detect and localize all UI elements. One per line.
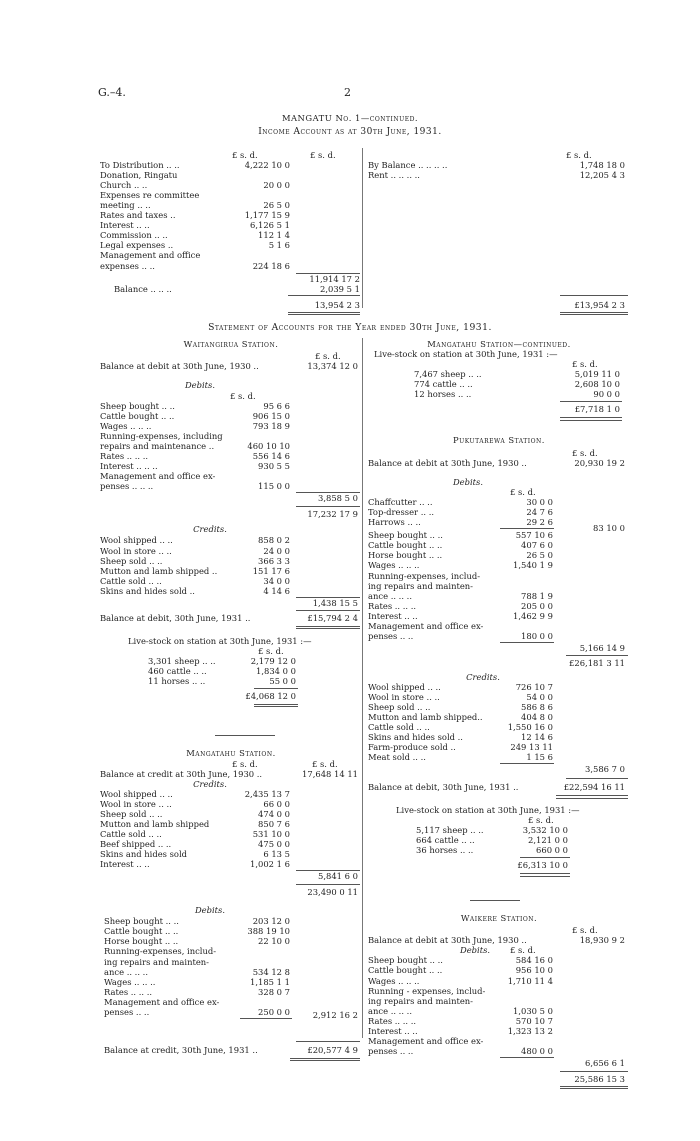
credit-row-label: Meat sold .. .. — [368, 752, 426, 763]
credit-row-amount: 6 13 5 — [263, 849, 290, 860]
debit-row-label: ing repairs and mainten- — [368, 995, 474, 1006]
credit-row-label: Wool shipped .. .. — [368, 681, 441, 692]
income-row-amount: 6,126 5 1 — [250, 220, 290, 231]
debit-row-amount: 480 0 0 — [521, 1045, 553, 1056]
credit-row-label: Skins and hides sold .. — [100, 585, 195, 596]
statement-title: Statement of Accounts for the Year ended 30th June, 1931. — [208, 322, 492, 333]
livestock-title: Live-stock on station at 30th June, 1931 :— — [128, 635, 312, 646]
debit-row-label: Management and office ex- — [368, 620, 484, 631]
debit-row-amount: 115 0 0 — [258, 481, 290, 492]
total-rule — [560, 1071, 628, 1072]
debit-row-label: Sheep bought .. .. — [104, 916, 179, 927]
income-right-row-label: Rent .. .. .. .. — [368, 170, 420, 181]
debit-row-amount: 788 1 9 — [521, 590, 553, 601]
debits-title: Debits. — [452, 477, 484, 488]
currency-head: £ s. d. — [258, 645, 284, 656]
livestock-row-label: 5,117 sheep .. .. — [416, 825, 484, 836]
debit-row-label: ance .. .. .. — [104, 966, 148, 977]
debit-row-amount: 328 0 7 — [258, 986, 290, 997]
debit-row-label: Rates .. .. .. — [100, 451, 149, 462]
debit-row-amount: 1,030 5 0 — [513, 1005, 553, 1016]
debit-row-amount: 956 10 0 — [515, 965, 553, 976]
total-double-rule — [296, 626, 360, 630]
credit-row-label: Cattle sold .. .. — [100, 829, 162, 840]
credit-row-amount: 2,435 13 7 — [244, 788, 290, 799]
implement-row-label: Top-dresser .. .. — [368, 507, 435, 518]
debit-row-label: Wages .. .. .. — [368, 975, 420, 986]
debit-row-amount: 205 0 0 — [521, 600, 553, 611]
livestock-row-amount: 5,019 11 0 — [574, 369, 620, 379]
debit-row-amount: 203 12 0 — [252, 916, 290, 927]
balance-close-label: Balance at credit, 30th June, 1931 .. — [104, 1044, 258, 1055]
debits-title: Debits. — [460, 945, 491, 956]
debit-row-label: Management and office ex- — [100, 471, 216, 482]
page-number: 2 — [344, 86, 351, 99]
credit-row-label: Cattle sold .. .. — [100, 575, 162, 586]
implement-row-amount: 24 7 6 — [526, 507, 553, 518]
credit-row-amount: 475 0 0 — [258, 839, 290, 850]
debit-row-label: penses .. .. — [104, 1006, 150, 1017]
income-row-label: Church .. .. — [100, 180, 148, 191]
mangatahu-title: Mangatahu Station. — [186, 747, 276, 758]
total-rule — [296, 610, 360, 611]
balance-open-label: Balance at credit at 30th June, 1930 .. — [100, 768, 263, 779]
credit-row-amount: 366 3 3 — [258, 555, 290, 566]
debit-row-amount: 250 0 0 — [258, 1006, 290, 1017]
currency-head: £ s. d. — [232, 150, 258, 160]
income-right-row-label: By Balance .. .. .. .. — [368, 160, 448, 170]
credit-row-amount: 4 14 6 — [263, 585, 290, 596]
subtotal-rule — [296, 884, 360, 885]
pukutarewa-title: Pukutarewa Station. — [453, 435, 545, 446]
debits-total: 5,166 14 9 — [579, 642, 625, 653]
livestock-row-amount: 1,834 0 0 — [256, 665, 296, 676]
debit-row-label: Running-expenses, includ- — [368, 570, 481, 581]
livestock-row-label: 460 cattle .. .. — [148, 665, 207, 676]
implement-row-amount: 30 0 0 — [526, 497, 553, 508]
subtotal: 23,490 0 11 — [307, 887, 358, 898]
debit-row-label: Interest .. .. — [368, 1025, 418, 1036]
credit-row-label: Mutton and lamb shipped.. — [368, 712, 483, 722]
income-row-label: Commission .. .. — [100, 230, 168, 241]
credit-row-label: Sheep sold .. .. — [368, 701, 431, 712]
debit-row-amount: 1,462 9 9 — [513, 610, 553, 621]
subtotal: £26,181 3 11 — [569, 657, 625, 668]
subtotal-rule — [520, 857, 570, 858]
currency-head: £ s. d. — [232, 758, 258, 769]
credit-row-amount: 24 0 0 — [263, 545, 290, 556]
debit-row-label: Interest .. .. — [368, 610, 418, 621]
currency-head: £ s. d. — [566, 150, 592, 160]
total-double-rule — [288, 312, 360, 316]
livestock-row-label: 11 horses .. .. — [148, 675, 206, 686]
debit-row-amount: 407 6 0 — [521, 540, 553, 551]
credit-row-label: Skins and hides sold .. — [368, 732, 463, 743]
income-row-label: Legal expenses .. — [100, 240, 174, 251]
credit-row-label: Skins and hides sold — [100, 849, 187, 860]
balance-open-amount: 18,930 9 2 — [579, 935, 625, 946]
debit-row-label: Rates .. .. .. — [368, 600, 417, 611]
mangatahu-continued-title: Mangatahu Station—continued. — [427, 339, 571, 349]
balance-open-amount: 20,930 19 2 — [574, 458, 625, 469]
credit-row-amount: 586 8 6 — [521, 701, 553, 712]
debit-row-label: Cattle bought .. .. — [104, 926, 179, 937]
income-divider — [362, 148, 363, 308]
debit-row-label: Interest .. .. .. — [100, 461, 158, 472]
total-double-rule — [560, 312, 628, 316]
balance-close-label: Balance at debit, 30th June, 1931 .. — [100, 612, 251, 623]
debit-row-amount: 1,185 1 1 — [250, 976, 290, 987]
livestock-row-label: 664 cattle .. .. — [416, 835, 475, 846]
debit-row-amount: 930 5 5 — [258, 461, 290, 472]
credit-row-amount: 34 0 0 — [263, 575, 290, 586]
credit-row-amount: 850 7 6 — [258, 819, 290, 830]
waitangirua-title: Waitangirua Station. — [183, 339, 279, 349]
debit-row-amount: 1,710 11 4 — [507, 975, 553, 986]
income-row-label: Expenses re committee — [100, 190, 200, 201]
balance-open-amount: 13,374 12 0 — [307, 361, 358, 371]
implement-row-label: Harrows .. .. — [368, 517, 421, 528]
income-row-amount: 5 1 6 — [268, 240, 290, 251]
debit-row-label: Cattle bought .. .. — [368, 965, 443, 976]
income-right-row-amount: 1,748 18 0 — [579, 160, 625, 170]
debit-row-label: ance .. .. .. — [368, 590, 412, 601]
income-total-left: 13,954 2 3 — [314, 299, 360, 310]
separator-rule — [470, 900, 520, 901]
debit-row-amount: 1,540 1 9 — [513, 560, 553, 571]
subtotal-rule — [296, 506, 360, 507]
income-row-label: Interest .. .. — [100, 220, 150, 231]
livestock-title: Live-stock on station at 30th June, 1931 :— — [374, 349, 558, 359]
credit-row-label: Sheep sold .. .. — [100, 809, 163, 819]
credits-title: Credits. — [466, 671, 500, 682]
credit-row-label: Interest .. .. — [100, 859, 150, 870]
debit-row-label: Sheep bought .. .. — [100, 401, 175, 411]
credit-row-amount: 54 0 0 — [526, 691, 553, 702]
debit-row-label: Rates .. .. .. — [104, 986, 153, 997]
income-row-label: To Distribution .. .. — [100, 160, 180, 170]
currency-head: £ s. d. — [312, 758, 338, 769]
income-subtotal: 11,914 17 2 — [309, 273, 360, 284]
currency-head: £ s. d. — [310, 150, 336, 160]
total-rule — [288, 295, 360, 296]
total-rule — [296, 1041, 360, 1042]
debit-row-label: Sheep bought .. .. — [368, 955, 443, 966]
income-row-label: Management and office — [100, 250, 201, 261]
statement-divider — [362, 338, 363, 1038]
debit-row-amount: 570 10 7 — [515, 1015, 553, 1026]
debit-row-label: Running - expenses, includ- — [368, 985, 486, 996]
credit-row-amount: 1,550 16 0 — [507, 722, 553, 733]
income-row-amount: 20 0 0 — [263, 180, 290, 191]
credit-row-amount: 66 0 0 — [263, 798, 290, 809]
debits-total: 2,912 16 2 — [312, 1009, 358, 1020]
subtotal-rule — [254, 688, 298, 689]
credit-row-amount: 1 15 6 — [526, 752, 553, 763]
credit-row-amount: 531 10 0 — [252, 829, 290, 840]
credit-row-amount: 12 14 6 — [521, 732, 553, 743]
livestock-title: Live-stock on station at 30th June, 1931 :— — [396, 805, 580, 816]
currency-head: £ s. d. — [528, 815, 554, 826]
balance-open-label: Balance at debit at 30th June, 1930 .. — [368, 935, 527, 946]
debit-row-amount: 557 10 6 — [515, 530, 553, 541]
debit-row-label: Horse bought .. .. — [368, 550, 443, 561]
total-double-rule — [560, 417, 622, 421]
total-rule — [566, 778, 628, 779]
income-row-label: Rates and taxes .. — [100, 210, 176, 221]
credit-row-amount: 404 8 0 — [521, 712, 553, 722]
credit-row-label: Mutton and lamb shipped .. — [100, 565, 218, 576]
credit-row-amount: 249 13 11 — [510, 742, 553, 753]
livestock-row-amount: 55 0 0 — [269, 675, 296, 686]
debit-row-amount: 460 10 10 — [247, 441, 290, 452]
income-row-amount: 26 5 0 — [263, 200, 290, 211]
debit-row-amount: 388 19 10 — [247, 926, 290, 937]
debit-row-label: Management and office ex- — [104, 996, 220, 1007]
currency-head: £ s. d. — [315, 351, 341, 361]
currency-head: £ s. d. — [572, 448, 598, 459]
balance-open-label: Balance at debit at 30th June, 1930 .. — [100, 361, 259, 371]
debit-row-label: Wages .. .. .. — [104, 976, 156, 987]
livestock-total: £6,313 10 0 — [517, 860, 568, 871]
income-row-amount: 112 1 4 — [258, 230, 290, 241]
debit-row-label: Sheep bought .. .. — [368, 530, 443, 541]
credit-row-label: Wool in store .. .. — [100, 545, 172, 556]
total-rule — [560, 295, 628, 296]
debits-title: Debits. — [194, 905, 226, 916]
currency-head: £ s. d. — [510, 487, 536, 498]
debit-row-label: penses .. .. — [368, 1045, 414, 1056]
debit-row-label: Cattle bought .. .. — [368, 540, 443, 551]
balance-amount: 2,039 5 1 — [320, 283, 360, 294]
currency-head: £ s. d. — [510, 945, 536, 956]
livestock-row-amount: 90 0 0 — [593, 389, 620, 400]
station-total: 25,586 15 3 — [574, 1073, 625, 1084]
income-right-row-amount: 12,205 4 3 — [579, 170, 625, 181]
credits-title: Credits. — [193, 524, 227, 535]
credit-row-label: Beef shipped .. .. — [100, 839, 172, 850]
income-row-label: meeting .. .. — [100, 200, 151, 211]
debit-row-amount: 534 12 8 — [252, 966, 290, 977]
waikere-title: Waikere Station. — [460, 913, 538, 924]
income-account-title: Income Account as at 30th June, 1931. — [258, 127, 442, 137]
debit-row-label: Running-expenses, includ- — [104, 946, 217, 957]
debits-total: 3,858 5 0 — [318, 493, 358, 504]
credit-row-amount: 726 10 7 — [515, 681, 553, 692]
credit-row-amount: 1,002 1 6 — [250, 859, 290, 870]
credits-title: Credits. — [193, 778, 227, 789]
balance-open-label: Balance at debit at 30th June, 1930 .. — [368, 458, 527, 469]
debit-row-label: Management and office ex- — [368, 1035, 484, 1046]
livestock-row-amount: 660 0 0 — [536, 845, 568, 856]
currency-head: £ s. d. — [230, 391, 256, 401]
running-title: MANGATU No. 1—continued. — [281, 113, 419, 123]
page-ref: G.–4. — [98, 86, 126, 99]
balance-close-label: Balance at debit, 30th June, 1931 .. — [368, 782, 519, 793]
total-double-rule — [254, 704, 298, 708]
debits-total: 6,656 6 1 — [585, 1057, 625, 1068]
debit-row-amount: 793 18 9 — [252, 421, 290, 432]
balance-close-amount: £22,594 16 11 — [563, 782, 625, 793]
separator-rule — [215, 735, 275, 736]
credit-row-label: Cattle sold .. .. — [368, 722, 430, 733]
debit-row-label: repairs and maintenance .. — [100, 441, 215, 452]
debit-row-label: Horse bought .. .. — [104, 936, 179, 947]
debit-row-amount: 1,323 13 2 — [507, 1025, 553, 1036]
credits-total: 1,438 15 5 — [312, 597, 358, 608]
debit-row-label: Cattle bought .. .. — [100, 411, 175, 422]
debit-row-amount: 584 16 0 — [515, 955, 553, 966]
livestock-row-amount: 2,179 12 0 — [250, 655, 296, 666]
credit-row-label: Wool in store .. .. — [368, 691, 440, 702]
balance-close-amount: £20,577 4 9 — [307, 1044, 358, 1055]
debit-row-amount: 906 15 0 — [252, 411, 290, 422]
total-double-rule — [520, 873, 570, 877]
livestock-total: £4,068 12 0 — [245, 690, 296, 701]
income-row-amount: 4,222 10 0 — [244, 160, 290, 170]
livestock-row-amount: 3,532 10 0 — [522, 825, 568, 836]
total-double-rule — [560, 1086, 628, 1090]
debits-title: Debits. — [184, 380, 216, 390]
credit-row-label: Wool shipped .. .. — [100, 788, 173, 799]
livestock-row-label: 7,467 sheep .. .. — [414, 369, 482, 379]
livestock-row-label: 774 cattle .. .. — [414, 379, 473, 390]
livestock-row-label: 12 horses .. .. — [414, 389, 472, 400]
currency-head: £ s. d. — [572, 925, 598, 936]
balance-open-amount: 17,648 14 11 — [302, 768, 358, 779]
credit-row-label: Wool in store .. .. — [100, 798, 172, 809]
debit-row-label: Rates .. .. .. — [368, 1015, 417, 1026]
credit-row-amount: 858 0 2 — [258, 535, 290, 546]
credits-total: 3,586 7 0 — [585, 764, 625, 775]
debit-row-amount: 22 10 0 — [258, 936, 290, 947]
livestock-row-label: 3,301 sheep .. .. — [148, 655, 216, 666]
income-row-amount: 1,177 15 9 — [244, 210, 290, 221]
balance-label: Balance .. .. .. — [114, 283, 172, 294]
income-row-amount: 224 18 6 — [252, 260, 290, 271]
debit-row-amount: 26 5 0 — [526, 550, 553, 561]
livestock-total: £7,718 1 0 — [574, 404, 620, 415]
credits-total: 5,841 6 0 — [318, 871, 358, 882]
livestock-row-label: 36 horses .. .. — [416, 845, 474, 856]
currency-head: £ s. d. — [572, 359, 598, 369]
debit-row-label: penses .. .. — [368, 630, 414, 641]
debit-row-label: Running-expenses, including — [100, 431, 223, 442]
subtotal-rule — [560, 401, 622, 402]
credit-row-label: Wool shipped .. .. — [100, 535, 173, 546]
credit-row-amount: 151 17 6 — [252, 565, 290, 576]
total-double-rule — [290, 1058, 360, 1062]
credit-row-label: Mutton and lamb shipped — [100, 819, 210, 830]
income-total-right: £13,954 2 3 — [574, 299, 625, 310]
debit-row-label: ance .. .. .. — [368, 1005, 412, 1016]
income-row-label: expenses .. .. — [100, 260, 155, 271]
subtotal-rule — [566, 655, 628, 656]
total-double-rule — [556, 795, 628, 799]
debit-row-label: Wages .. .. .. — [100, 421, 152, 432]
credit-row-amount: 474 0 0 — [258, 809, 290, 819]
credit-row-label: Farm-produce sold .. — [368, 742, 456, 753]
subtotal: 17,232 17 9 — [307, 509, 358, 520]
debit-row-label: penses .. .. .. — [100, 481, 154, 492]
debit-row-label: Wages .. .. .. — [368, 560, 420, 571]
debit-row-amount: 556 14 6 — [252, 451, 290, 462]
implement-row-label: Chaffcutter .. .. — [368, 497, 433, 508]
implements-total: 83 10 0 — [593, 523, 625, 534]
debit-row-amount: 180 0 0 — [521, 630, 553, 641]
balance-close-amount: £15,794 2 4 — [307, 612, 358, 623]
implement-row-amount: 29 2 6 — [526, 517, 553, 528]
income-row-label: Donation, Ringatu — [100, 170, 178, 181]
credit-row-label: Sheep sold .. .. — [100, 555, 163, 566]
livestock-row-amount: 2,121 0 0 — [528, 835, 568, 846]
livestock-row-amount: 2,608 10 0 — [574, 379, 620, 390]
debit-row-label: ing repairs and mainten- — [104, 956, 210, 967]
debit-row-label: ing repairs and mainten- — [368, 580, 474, 591]
debit-row-amount: 95 6 6 — [263, 401, 290, 411]
